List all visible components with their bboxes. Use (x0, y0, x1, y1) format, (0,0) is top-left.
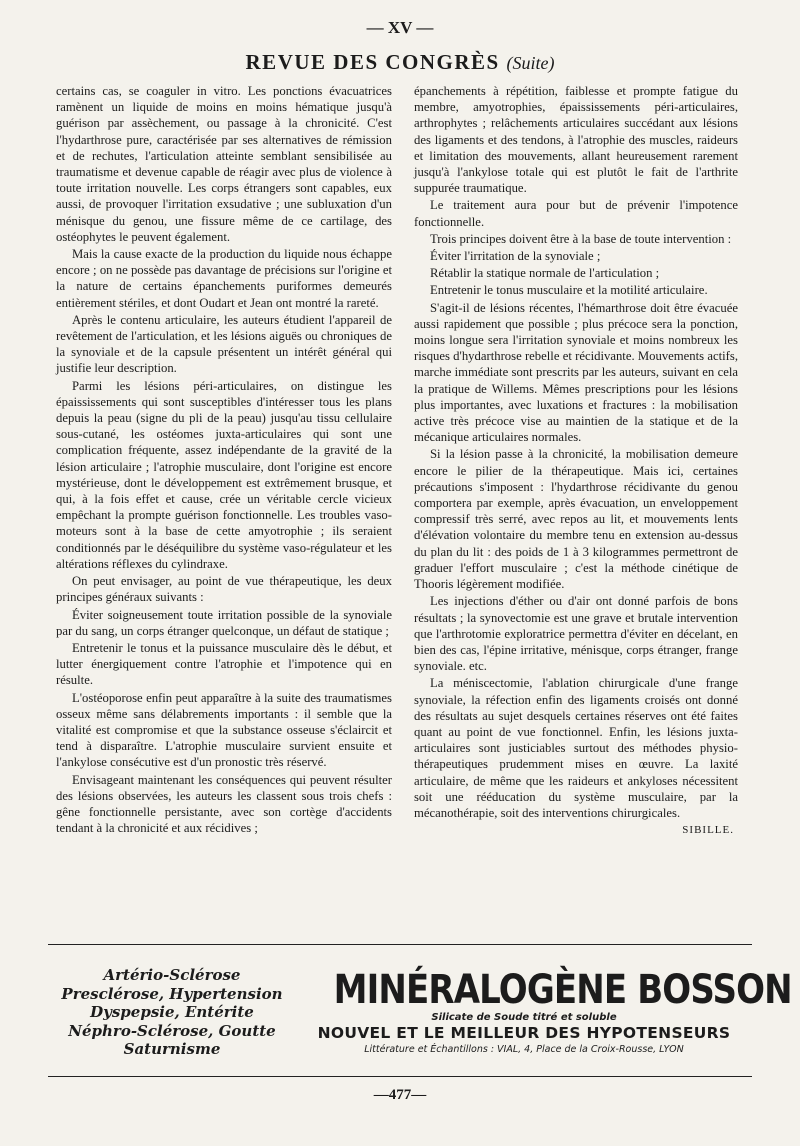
left-paragraph: L'ostéoporose enfin peut apparaître à la suite des traumatismes osseux même sans délabrements importants : il semble que la vitalité est compromise et que la substance osseuse s'éclaircit et tend à disparaître. L'atrophie musculaire survient ensuite et l'ankylose consécutive est d'un pronostic très réservé. (56, 690, 392, 770)
left-paragraph: Envisageant maintenant les conséquences qui peuvent résulter des lésions observées, les auteurs les classent sous trois chefs : gêne fonctionnelle persistante, avec son cortège d'accidents tendant à la chronicité et aux récidives ; (56, 772, 392, 836)
roman-page-number: — XV — (366, 18, 434, 37)
right-paragraph: Éviter l'irritation de la synoviale ; (430, 249, 601, 264)
right-paragraph: Les injections d'éther ou d'air ont donné parfois de bons résultats ; la synovectomie est une grave et brutale intervention que l'arthrotomie exploratrice permettra d'éviter en décelant, en bien des cas, l'épine irritative, ménisque, corps étranger, frange synoviale. etc. (414, 594, 738, 674)
left-paragraph: Éviter soigneusement toute irritation possible de la synoviale par du sang, un corps étranger quelconque, un défaut de statique ; (56, 607, 392, 638)
title-suite: (Suite) (506, 53, 555, 73)
ad-indication: Presclérose, Hypertension (61, 984, 283, 1003)
right-paragraph: Le traitement aura pour but de prévenir l'impotence fonctionnelle. (414, 198, 738, 229)
left-paragraph: Mais la cause exacte de la production du liquide nous échappe encore ; on ne possède pas davantage de précisions sur l'origine et la nature de certains épanchements puriformes demeurés entièrement stériles, et dont Oudart et Jean ont montré la rareté. (56, 247, 392, 310)
divider-top (48, 944, 752, 945)
right-paragraph: Trois principes doivent être à la base de toute intervention : (430, 231, 732, 246)
page-title (0, 50, 800, 75)
right-paragraph: Si la lésion passe à la chronicité, la mobilisation demeure encore le pilier de la thérapeutique. Mais ici, certaines précautions s'imposent : l'hydarthrose récidivante du genou comportera par exemple, après évacuation, un enveloppement compressif très serré, avec repos au lit, et mouvements lents d'élévation volontaire du membre tenu en extension au-dessus du plan du lit : des poids de 1 à 3 kilogrammes permettront de graduer l'effort musculaire ; c'est la méthode cinétique de Thooris légèrement modifiée. (414, 447, 738, 592)
ad-brand-block (300, 966, 792, 1055)
ad-indication: Néphro-Sclérose, Goutte (68, 1021, 276, 1040)
left-paragraph: certains cas, se coaguler in vitro. Les ponctions évacuatrices ramènent un liquide de moins en moins hématique jusqu'à guérison par assèchement, ou passage à la chronicité. C'est l'hydarthrose pure, caractérisée par ses alternatives de rémission et de rechutes, l'articulation atteinte semblant sensibilisée au traumatisme et devenue capable de réagir avec plus de violence à toute irritation nouvelle. Les corps étrangers sont capables, eux aussi, de provoquer l'irritation exsudative ; une subluxation d'un ménisque du genou, une fissure même de ce cartilage, des ostéophytes le peuvent également. (56, 84, 392, 244)
ad-brand: MINÉRALOGÈNE BOSSON (333, 967, 792, 1013)
right-paragraph: La méniscectomie, l'ablation chirurgicale d'une frange synoviale, la réfection enfin des ligaments croisés ont donné des résultats au sujet desquels certaines réserves ont été faites quant au point de vue fonctionnel. Enfin, les lésions juxta-articulaires sont justiciables surtout des méthodes physio-thérapeutiques prudemment mises en œuvre. La laxité articulaire, de même que les raideurs et ankyloses nécessitent soit une rééducation du système musculaire, par la mécanothérapie, soit des interventions chirurgicales. (414, 676, 738, 820)
right-column (414, 83, 738, 839)
left-column (56, 83, 392, 837)
ad-indications (52, 966, 292, 1059)
right-paragraph: épanchements à répétition, faiblesse et prompte fatigue du membre, amyotrophies, épaississements péri-articulaires, arthrophytes ; relâchements articulaires succédant aux lésions des ligaments et des tendons, à l'atrophie des muscles, raideurs et limitation des mouvements, allant heureusement rarement jusqu'à l'ankylose totale qui est plutôt le fait de l'arthrite suppurée traumatique. (414, 84, 738, 196)
left-paragraph: Entretenir le tonus et la puissance musculaire dès le début, et lutter énergiquement contre l'atrophie et l'impotence qui en résulte. (56, 640, 392, 688)
ad-indication: Saturnisme (123, 1040, 221, 1058)
right-paragraph: S'agit-il de lésions récentes, l'hémarthrose doit être évacuée aussi rapidement que possible ; plus précoce sera la ponction, moins longue sera l'irritation synoviale et moins nombreux les risques d'hydarthrose rebelle et récidivante. Mouvements actifs, marche immédiate sont prescrits par les auteurs, suivant en cela la pratique de Willems. Mêmes prescriptions pour les lésions plus importantes, avec luxations et fractures : la mobilisation active très précoce vise au maintien de la statique et de la mécanique articulaires normales. (414, 300, 738, 445)
author-signature: SIBILLE. (682, 824, 734, 837)
ad-indication: Dyspepsie, Entérite (90, 1003, 254, 1021)
right-paragraph: Rétablir la statique normale de l'articulation ; (430, 266, 660, 281)
right-paragraph: Entretenir le tonus musculaire et la motilité articulaire. (430, 283, 708, 298)
ad-subtitle: Silicate de Soude titré et soluble (431, 1012, 617, 1023)
ad-contact: Littérature et Échantillons : VIAL, 4, Place de la Croix-Rousse, LYON (364, 1044, 684, 1055)
divider-bottom (48, 1076, 752, 1077)
left-paragraph: On peut envisager, au point de vue thérapeutique, les deux principes généraux suivants : (56, 574, 392, 605)
ad-tagline: NOUVEL ET LE MEILLEUR DES HYPOTENSEURS (317, 1024, 731, 1042)
left-paragraph: Parmi les lésions péri-articulaires, on distingue les épaississements qui sont susceptibles d'intéresser tous les plans depuis la peau (signe du pli de la peau) jusqu'au tissu cellulaire sous-cutané, les ostéomes juxta-articulaires qui sont une complication fréquente, assez indépendante de la gravité de la lésion articulaire ; l'atrophie musculaire, dont l'origine est encore mystérieuse, dont le développement est extrêmement brusque, et qui, à la fois effet et cause, crée un véritable cercle vicieux empêchant la prompte guérison fonctionnelle. Les troubles vaso-moteurs sont à la base de cette amyotrophie ; ils seraient conditionnés par le déséquilibre du système vaso-régulateur et les altérations réflexes du cylindraxe. (56, 378, 392, 571)
ad-indication: Artério-Sclérose (103, 966, 241, 984)
left-paragraph: Après le contenu articulaire, les auteurs étudient l'appareil de revêtement de l'articulation, et les lésions aiguës ou chroniques de la synoviale et de la capsule présentent un intérêt général qui justifie leur description. (56, 312, 392, 376)
page-number: —477— (373, 1087, 427, 1103)
title-text: REVUE DES CONGRÈS (245, 50, 500, 74)
advertisement (52, 966, 792, 1072)
